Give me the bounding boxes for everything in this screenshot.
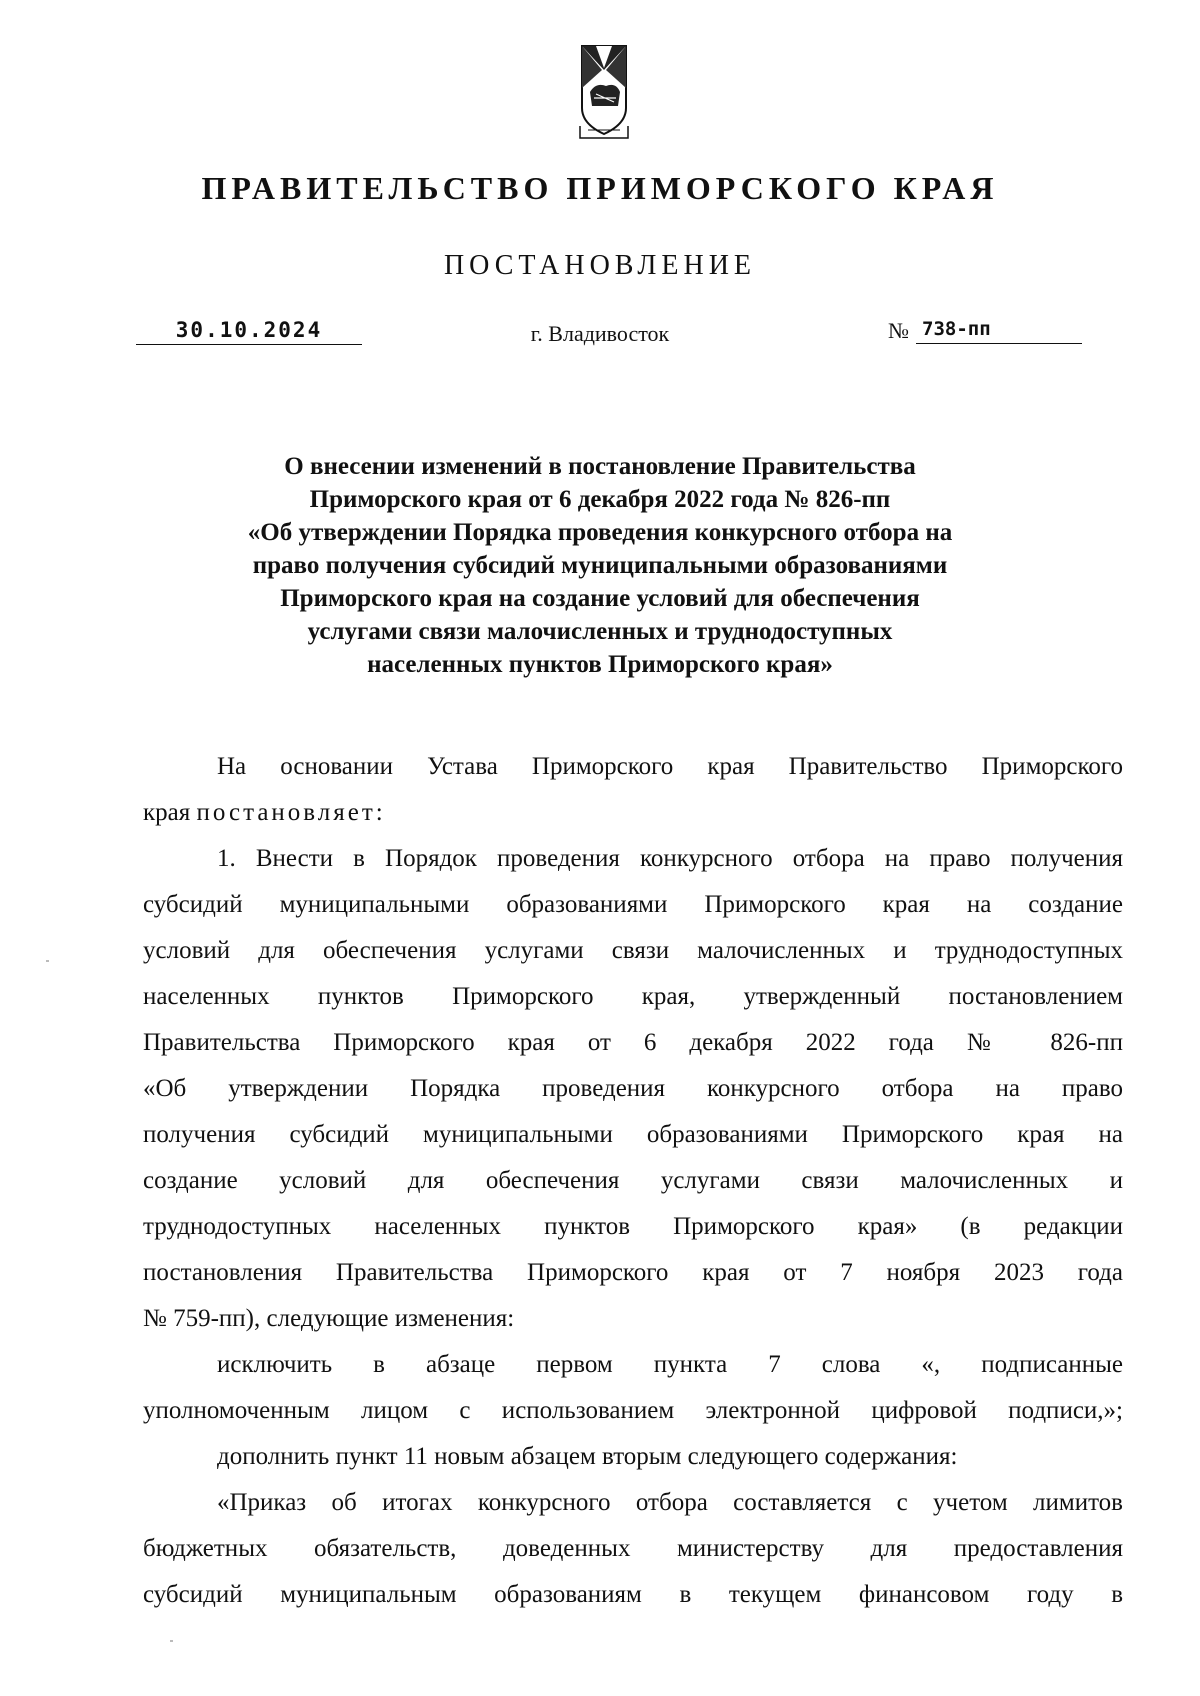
subject-line: Приморского края на создание условий для обеспечения [280, 585, 920, 612]
body-line: На основании Устава Приморского края Правительство Приморского [217, 753, 1123, 780]
body-line: «Об утверждении Порядка проведения конкурсного отбора на право [143, 1075, 1123, 1102]
subject-line: «Об утверждении Порядка проведения конкурсного отбора на [247, 519, 953, 546]
body-line: труднодоступных населенных пунктов Приморского края» (в редакции [143, 1213, 1123, 1240]
government-title: ПРАВИТЕЛЬСТВО ПРИМОРСКОГО КРАЯ [201, 170, 999, 206]
number-sign: № [888, 318, 909, 343]
body-line: субсидий муниципальным образованиям в текущем финансовом году в [143, 1581, 1123, 1608]
body-line: субсидий муниципальными образованиями Приморского края на создание [143, 891, 1123, 918]
body-line: уполномоченным лицом с использованием электронной цифровой подписи,»; [143, 1397, 1123, 1424]
document-subject [160, 450, 1040, 681]
subject-line: право получения субсидий муниципальными образованиями [252, 552, 948, 579]
body-text: края [143, 799, 191, 826]
coat-of-arms-emblem [574, 38, 634, 144]
resolves-word: постановляет: [196, 799, 386, 826]
document-city: г. Владивосток [530, 321, 670, 346]
body-line: «Приказ об итогах конкурсного отбора составляется с учетом лимитов [217, 1489, 1123, 1516]
body-line: создание условий для обеспечения услугами связи малочисленных и [143, 1167, 1123, 1194]
body-line: населенных пунктов Приморского края, утвержденный постановлением [143, 983, 1123, 1010]
subject-line: О внесении изменений в постановление Правительства [284, 453, 916, 480]
body-line: постановления Правительства Приморского края от 7 ноября 2023 года [143, 1259, 1123, 1286]
scan-artifact [46, 960, 49, 962]
body-line [143, 790, 1123, 836]
body-line: № 759-пп), следующие изменения: [143, 1305, 515, 1332]
body-line: получения субсидий муниципальными образованиями Приморского края на [143, 1121, 1123, 1148]
document-type: ПОСТАНОВЛЕНИЕ [443, 250, 757, 281]
document-number: 738-пп [916, 318, 1082, 344]
body-line: условий для обеспечения услугами связи малочисленных и труднодоступных [143, 937, 1123, 964]
subject-line: Приморского края от 6 декабря 2022 года № 826-пп [309, 486, 891, 513]
body-line: исключить в абзаце первом пункта 7 слова «, подписанные [217, 1351, 1123, 1378]
body-line: 1. Внести в Порядок проведения конкурсного отбора на право получения [217, 845, 1123, 872]
document-date: 30.10.2024 [136, 318, 362, 345]
subject-line: населенных пунктов Приморского края» [367, 651, 833, 678]
subject-line: услугами связи малочисленных и труднодоступных [307, 618, 893, 645]
body-line: Правительства Приморского края от 6 декабря 2022 года № 826-пп [143, 1029, 1123, 1056]
document-body [143, 744, 1123, 1618]
scan-artifact [170, 1640, 173, 1642]
body-line: бюджетных обязательств, доведенных министерству для предоставления [143, 1535, 1123, 1562]
body-line: дополнить пункт 11 новым абзацем вторым следующего содержания: [217, 1443, 958, 1470]
